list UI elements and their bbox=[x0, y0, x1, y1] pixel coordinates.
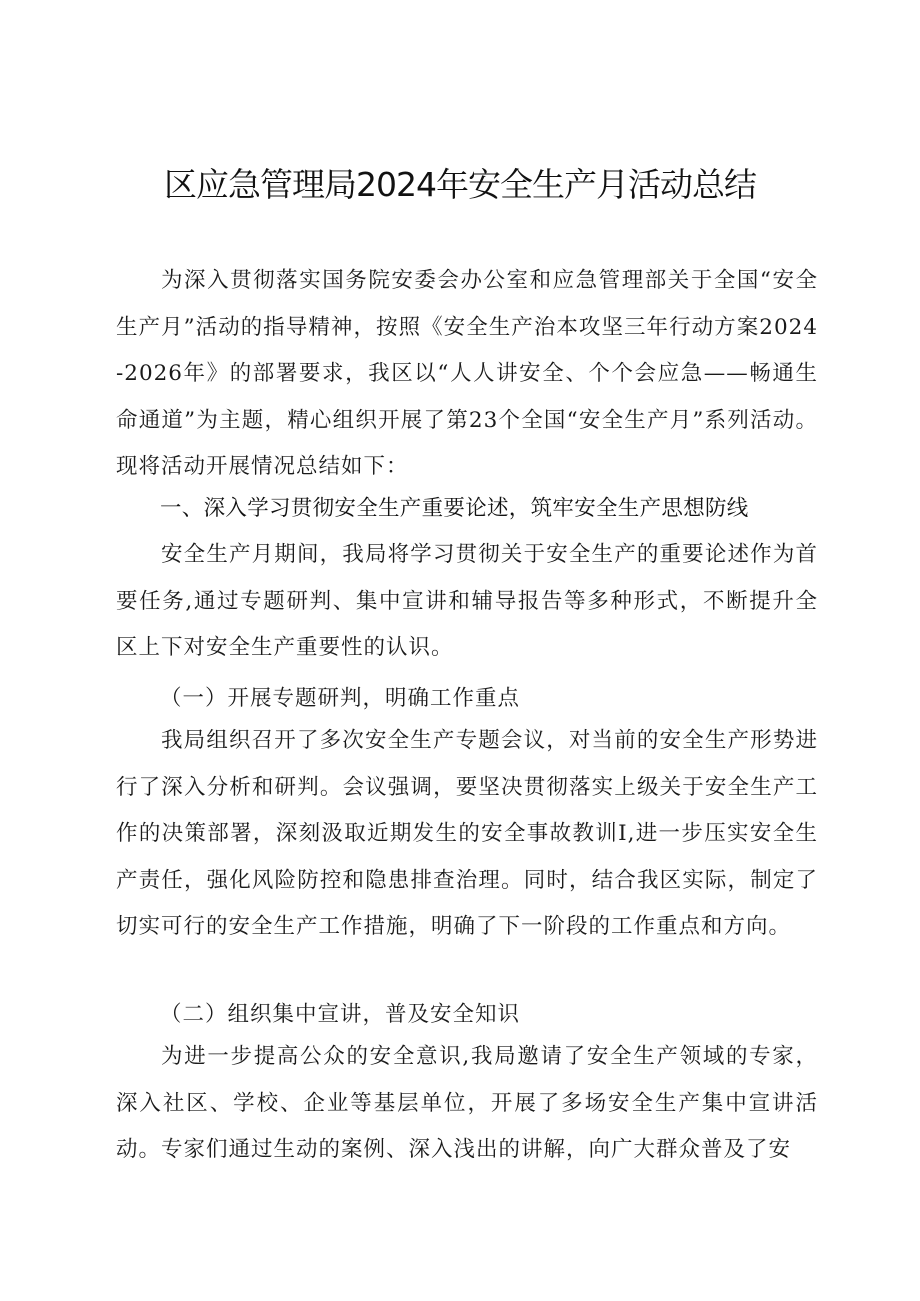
intro-paragraph: 为深入贯彻落实国务院安委会办公室和应急管理部关于全国“安全生产月”活动的指导精神，按照《安全生产治本攻坚三年行动方案2024-2026年》的部署要求，我区以“人人讲安全、个个会应急——畅通生命通道”为主题，精心组织开展了第23个全国“安全生产月”系列活动。现将活动开展情况总结如下： bbox=[116, 268, 818, 479]
subsection-1-paragraph: 我局组织召开了多次安全生产专题会议，对当前的安全生产形势进行了深入分析和研判。会议强调，要坚决贯彻落实上级关于安全生产工作的决策部署，深刻汲取近期发生的安全事故教训I,进一步压实安全生产责任，强化风险防控和隐患排查治理。同时，结合我区实际，制定了切实可行的安全生产工作措施，明确了下一阶段的工作重点和方向。 bbox=[116, 728, 818, 939]
section-1-paragraph: 安全生产月期间，我局将学习贯彻关于安全生产的重要论述作为首要任务,通过专题研判、集中宣讲和辅导报告等多种形式，不断提升全区上下对安全生产重要性的认识。 bbox=[116, 542, 818, 660]
subsection-2-heading: （二）组织集中宣讲，普及安全知识 bbox=[160, 1002, 521, 1027]
document-title: 区应急管理局2024年安全生产月活动总结 bbox=[164, 165, 756, 204]
subsection-2-paragraph: 为进一步提高公众的安全意识,我局邀请了安全生产领域的专家，深入社区、学校、企业等基层单位，开展了多场安全生产集中宣讲活动。专家们通过生动的案例、深入浅出的讲解，向广大群众普及了安 bbox=[116, 1044, 818, 1162]
subsection-1-heading: （一）开展专题研判，明确工作重点 bbox=[160, 686, 521, 711]
section-1-heading: 一、深入学习贯彻安全生产重要论述，筑牢安全生产思想防线 bbox=[160, 496, 749, 521]
